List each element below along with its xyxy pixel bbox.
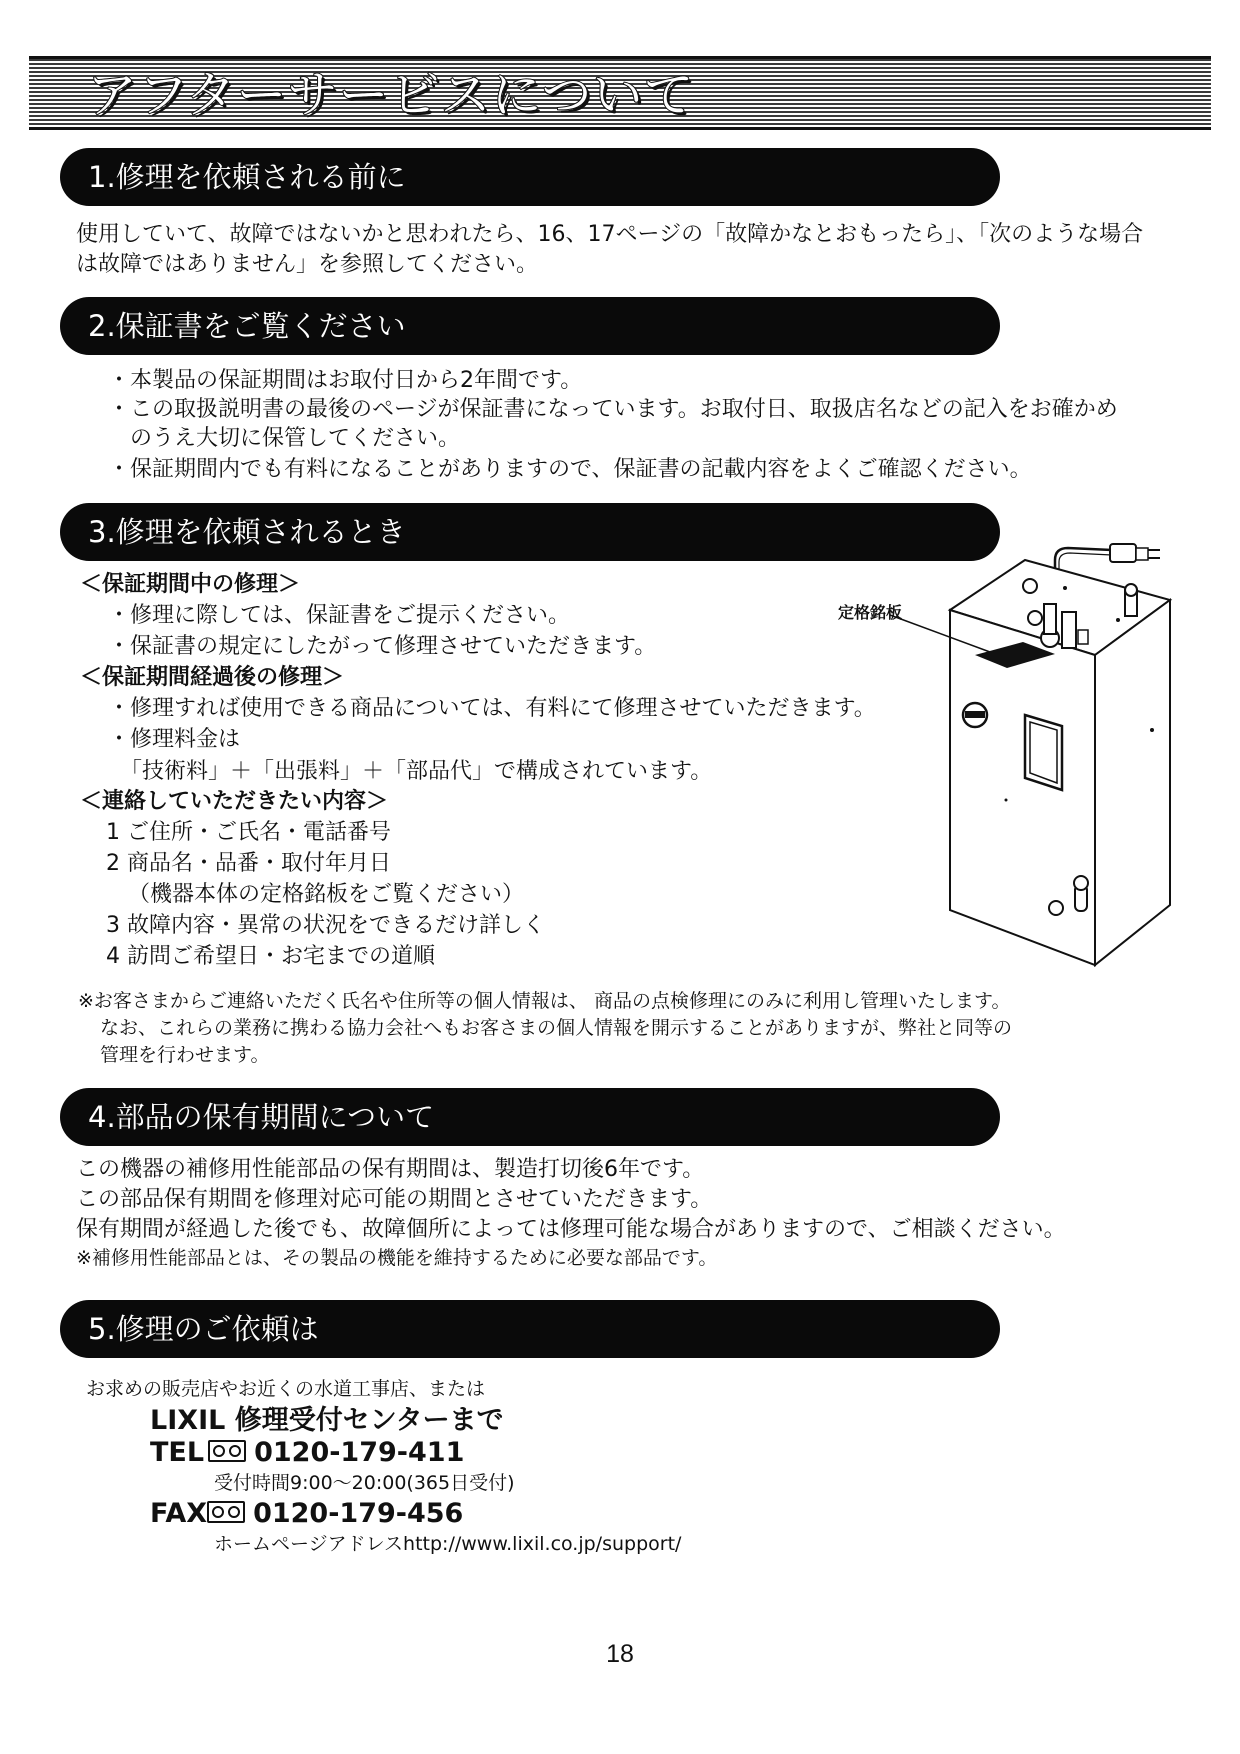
- section-2-heading: [60, 297, 1000, 355]
- section-1-heading-text: 1.修理を依頼される前に: [88, 160, 406, 194]
- fax-line: [150, 1498, 463, 1530]
- contact-item-3: 3 故障内容・異常の状況をできるだけ詳しく: [106, 913, 545, 938]
- section-2-line-4: ・保証期間内でも有料になることがありますので、保証書の記載内容をよくご確認ください。: [108, 457, 1032, 482]
- post-warranty-line-2: ・修理料金は: [108, 727, 241, 752]
- warranty-period-line-1: ・修理に際しては、保証書をご提示ください。: [108, 603, 571, 628]
- section-4-line-1: この機器の補修用性能部品の保有期間は、製造打切後6年です。: [76, 1157, 705, 1182]
- section-4-line-3: 保有期間が経過した後でも、故障個所によっては修理可能な場合がありますので、ご相談ください。: [76, 1217, 1066, 1242]
- section-1-line-2: は故障ではありません」を参照してください。: [76, 252, 539, 277]
- section-4-heading: [60, 1088, 1000, 1146]
- repair-request-intro: お求めの販売店やお近くの水道工事店、または: [86, 1378, 486, 1400]
- section-4-note: ※補修用性能部品とは、その製品の機能を維持するために必要な部品です。: [76, 1247, 718, 1269]
- privacy-note-line-2: なお、これらの業務に携わる協力会社へもお客さまの個人情報を開示することがありますが、弊社と同等の: [100, 1017, 1013, 1039]
- tel-line: [150, 1437, 464, 1469]
- section-4-heading-text: 4.部品の保有期間について: [88, 1100, 435, 1134]
- tel-number[interactable]: 0120-179-411: [254, 1437, 465, 1468]
- contact-item-2: 2 商品名・品番・取付年月日: [106, 851, 391, 876]
- repair-center-name: [150, 1405, 504, 1437]
- warranty-period-repair-title: ＜保証期間中の修理＞: [80, 572, 301, 597]
- reception-hours: 受付時間9:00〜20:00(365日受付): [214, 1472, 515, 1494]
- contact-item-1: 1 ご住所・ご氏名・電話番号: [106, 820, 391, 845]
- page-title-banner: [29, 56, 1211, 130]
- contact-item-2-note: （機器本体の定格銘板をご覧ください）: [128, 882, 525, 907]
- section-5-heading: [60, 1300, 1000, 1358]
- rating-plate-label: 定格銘板: [838, 603, 903, 622]
- homepage-address[interactable]: ホームページアドレスhttp://www.lixil.co.jp/support/: [214, 1533, 682, 1555]
- post-warranty-repair-title: ＜保証期間経過後の修理＞: [80, 665, 345, 690]
- post-warranty-line-3: 「技術料」＋「出張料」＋「部品代」で構成されています。: [120, 759, 713, 784]
- privacy-note-line-3: 管理を行わせます。: [100, 1044, 270, 1066]
- freedial-icon: [208, 1440, 246, 1462]
- fax-label: FAX: [150, 1498, 208, 1529]
- section-5-heading-text: 5.修理のご依頼は: [88, 1312, 319, 1346]
- section-2-line-2: ・この取扱説明書の最後のページが保証書になっています。お取付日、取扱店名などの記入をお確かめ: [108, 397, 1118, 422]
- tel-label: TEL: [150, 1437, 205, 1468]
- section-1-heading: [60, 148, 1000, 206]
- page-title: アフターサービスについて: [87, 66, 695, 124]
- freedial-icon: [207, 1501, 245, 1523]
- post-warranty-line-1: ・修理すれば使用できる商品については、有料にて修理させていただきます。: [108, 696, 876, 721]
- privacy-note-line-1: ※お客さまからご連絡いただく氏名や住所等の個人情報は、 商品の点検修理にのみに利用し管理いたします。: [78, 990, 1011, 1012]
- fax-number[interactable]: 0120-179-456: [253, 1498, 464, 1529]
- repair-center-name-text: LIXIL 修理受付センターまで: [150, 1405, 504, 1436]
- contact-details-title: ＜連絡していただきたい内容＞: [80, 789, 389, 814]
- section-1-line-1: 使用していて、故障ではないかと思われたら、16、17ページの「故障かなとおもったら」、「次のような場合: [76, 222, 1144, 247]
- section-2-heading-text: 2.保証書をご覧ください: [88, 309, 406, 343]
- warranty-period-line-2: ・保証書の規定にしたがって修理させていただきます。: [108, 634, 657, 659]
- section-2-line-1: ・本製品の保証期間はお取付日から2年間です。: [108, 368, 583, 393]
- section-4-line-2: この部品保有期間を修理対応可能の期間とさせていただきます。: [76, 1187, 713, 1212]
- contact-item-4: 4 訪問ご希望日・お宅までの道順: [106, 944, 435, 969]
- section-2-line-3: のうえ大切に保管してください。: [130, 426, 461, 451]
- page-number: 18: [606, 1640, 634, 1668]
- section-3-heading-text: 3.修理を依頼されるとき: [88, 515, 406, 549]
